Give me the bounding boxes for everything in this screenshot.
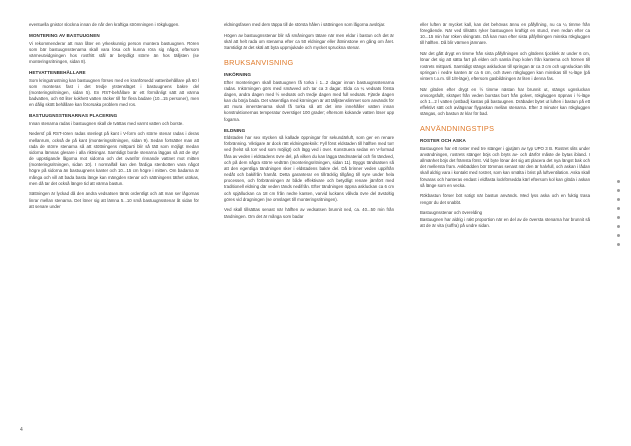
paragraph: Innan stenarna radas i bastuugnen skall de tvättas med varmt vatten och borste. [29, 120, 184, 126]
paragraph: Nedersť på RST-rören radas stenlegt på kant i V-form och större stenar radas i deras mellanrum, också de på kant (monteringsritningen, sidan 9). Sedan fortsätter man att rada de större stenarna så att stöttningens mittparti blir så tätt som möjligt medan sidorna lämnas glesare i alla riktningar. Samtidigt borde stenarna läggas så att de styr de uppstigande lågorna mot sidorna och det ovanför rinnande vattnet mot mitten (monteringsritningen, sidan 10). I normalfall kan den färdiga stenbotten vara något högre på sidorna än bastuugnens kanter och 10...15 cm högre i mitten. Om badarna är många och vill att bada bastu länge kan mängden stenar och sättningens täthet utökas, men då tar det också längre tid att värma bastun. [29, 131, 199, 186]
paragraph: När det gått drygt en timme från sista påfyllningen och glödens tjocklek är under 6 cm, lönar det sig att sätta fart på elden och samla ihop kolen från kanterna och hörnen till rostrets mittparti. Samtidigt stängs askluckan till springan är ca 3 cm och ugnsluckan tills springan i nedre kanten är ca 6 cm, och även rökgluggen kan minskas till ¼-läge (på vintern t.o.m. till 1/8-läge), eftersom gasbildningen är liten i denna fas. [420, 51, 590, 81]
text-column-left [29, 22, 199, 215]
edge-dot [617, 243, 620, 246]
paragraph: Efter monteringen skall bastuugnen få torka i 1...2 dagar innan bastuugnsstenarna radas. Inkörningen görs med smävved och tar ca 3 dagar. Elda ca ¼ vedsats första dagen, andra dagen med ½ vedsats och tredje dagen med full vedsats. Fjärde dagen kan du börja bada. Det väsentliga med körningen är att tälljstenslimmet som används för att mura innerstenarna skall få torka så att det inte innehåller vatten innan konstruktionernas temperatur överstiger 100 grader; eftersom kokande vatten löser upp fogarna. [224, 79, 394, 122]
paragraph: Eldstaden har sex stycken så kallade öppningar för sekundärluft, som ger en renare förbränning. Viktigare är dock rätt eldningsteknik: Fyll först eldstaden till hälften med torr ved (helst så torr ved som möjligt) och lägg ved i över. Konstruera sedan en V-formad fåra av veden i eldstadens övre del, på vilken du kan lägga tändmaterial och fin tändved, och på dem några större vedträn (monteringsritningen, sidan 11). Byggs tändsatsen så att den egentliga tändningen sker i eldstadens bakre del. Då brinner veden uppifrån nedåt och bakifrån framåt. Detta garanterar en tillräcklig tillgång till syre under hela processen, och förbränningen är både effektivare och betydligt renare jämfört med traditionell eldning där veden tänds nedifrån. Efter tändningen öppna askluckan ca 6 cm och spjälluckan ca 18 cm från nedre kanten, varvid luckans vålvda övre del ävstoltig göres vid dragningen (se omslaget till monteringsritningen). [224, 135, 394, 202]
subsection-heading: BASTUUGNSSTENARNAS PLACERING [29, 113, 118, 119]
edge-dot [617, 189, 620, 192]
text-column-right [420, 22, 590, 233]
edge-dot [617, 234, 620, 237]
edge-dot [617, 180, 620, 183]
paragraph: eldningsfasen med dem täppa till de största hålen i sättningen som lågorna avslöjar. [224, 22, 386, 27]
subsection-heading: ELDNING [224, 127, 246, 133]
paragraph: När glöden efter drygt en ½ timme nästan har brunnit ut, stängs ugnsluckan omsorgsfullt, skräpet från veden borstas bort från golvet, rökgluggen öppnas i ½-läge och 1...2 l vatten (ostbad) kastas på bastuugnen. Dräbadet bytet ut luften i bastun på ett effektivt sätt och avlägsnar flygaskan mellan stenarna. Efter 3 minuter kan rökgluggen stängas, och bastun är klar för bad. [420, 86, 590, 117]
paragraph: Bastuugnen har ett roster med tre stänger i gjutjärn av typ UPO 3 B. Rostret slits under användningen, rostrets stänger böjs och bryts av- och därför måste de bytas ibland. I allmänhet böjs det främsta först. Vid byte lönar det sig att placera det nya längst bak och det mellersta fram. Askbädden bör tömmas senast när den är halvfull, och askan i lådan skall aldrig vara i kontakt med rostret, som kan smälta i brist på luftventilation. Aska skall förvaras och hanteras endast i eldfasta lockförsedda kärl eftersom kol kan glöda i askan så länge som en vecka. [420, 145, 590, 188]
section-heading: ANVÄNDNINGSTIPS [420, 124, 495, 134]
subsection-heading: ROSTER OCH ASKA [420, 138, 466, 144]
paragraph: Vi rekommenderar att man låter en yrkeskunnig person montera bastuugnen. Rören som bär bastuugnsstenarna skall vara lösa och kunna röra sig något, eftersom värmeutvidgningen hos rostfritt stål är betydligt större än hos tälljsten (se monteringsritningen, sidan 8). [29, 40, 199, 65]
edge-dot [617, 225, 620, 228]
page-edge-dots [616, 180, 622, 260]
edge-dot [617, 216, 620, 219]
paragraph: Rökbastun förser böt sotigt när bastun används. Med lyss aska och en fuktig trasa rengör du det snabbt. [420, 193, 590, 205]
paragraph: Sättningen är lyckad då den andra vedsatsen tänts ordentligt och att man ser lågornas linrar mellan stenarna. Det löner sig att lämna 5...10 små bastuugnsstenar åt sidan för att senare under [29, 191, 199, 209]
paragraph: Ved skall tillsättas senast när hälften av vedsatsen brunnit ned, ca. 40...50 min från tändningen. Om det är många som badar [224, 207, 394, 219]
edge-dot [617, 207, 620, 210]
text-column-middle [224, 22, 394, 224]
edge-dot [617, 198, 620, 201]
paragraph: Bastuugnsstenar och överelding Bastuugnen har aldrig i rakt proportion när en del av de översta stenarna har brunnit så att de är vita (soffra) på undre sidan. [420, 210, 590, 228]
paragraph: Högen av bastuugnsstenar blir så småningom tätare när men eldar i bastun och det är skäl att helt rada om stenarna efter ca 50 eldningar eller åtminstone en gång om året. Samtidigt är det skäl att byta uppmjukade och mycket spruckna stenar. [224, 32, 394, 51]
section-heading: BRUKSANVISNING [224, 58, 294, 68]
paragraph: Som kringutrustning kan bastuugnen förses med en kranförsedd vattenbehållare på 60 l som monteras fast i det tredje ytstensläget i bastuugnens bakre del (monteringsritningen, sidan 5). En RST-behållare är ett förmånligt sätt att värma badvatten, och 60 liter kokhett vatten räcker till för flera badare (10...15 personer), men en dålig skött behållare kan förorsaka problem med ros. [29, 77, 199, 108]
subsection-heading: MONTERING AV BASTUUGNEN [29, 33, 100, 39]
subsection-heading: INKÖRNING [224, 72, 252, 78]
paragraph: eventuella gnistor slockna innan de når den kraftiga strömningen i rökgluggen. [29, 22, 180, 27]
page-number: 4 [20, 427, 23, 433]
subsection-heading: HETVATTENBEHÅLLARE [29, 70, 86, 76]
paragraph: eller luften är mycket kall, kan det behövas ännu en påfyllning, nu ca ¼ timme från föregående. När ved tillsätts ryker bastuugnen kraftigt en stund, men redan efter ca 10...15 min har röken skingrats. Då kan man efter sista påfyllningen minska rökgluggen till hälften. Då blir värmen jämnare. [420, 22, 590, 46]
